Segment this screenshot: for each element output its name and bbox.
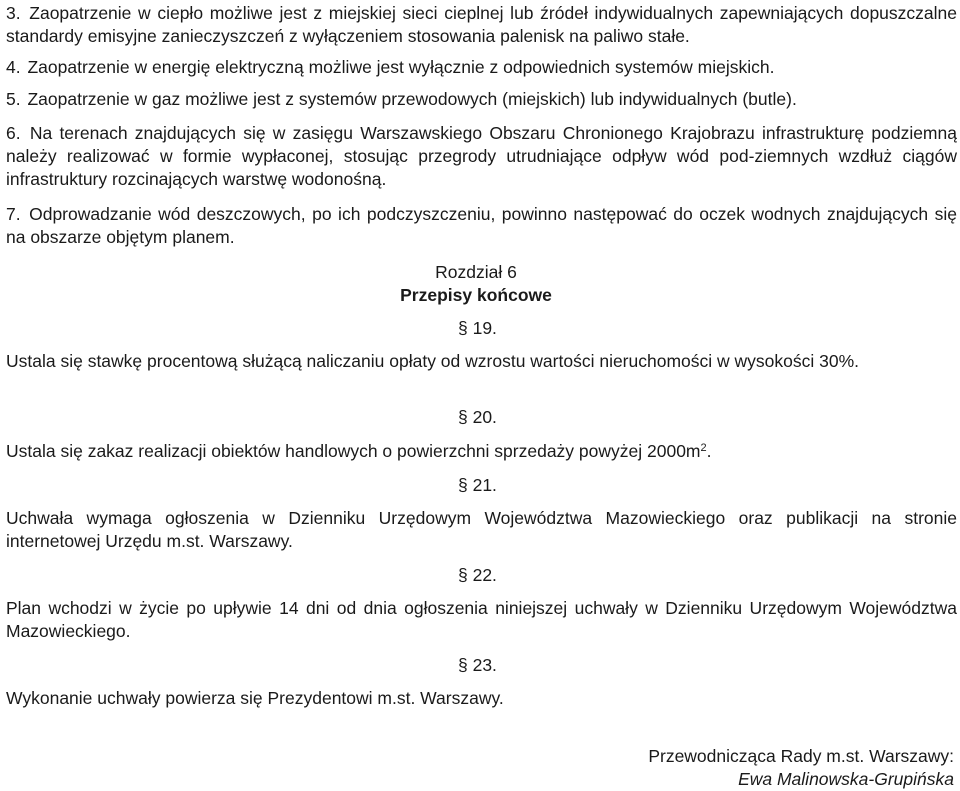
list-item-7	[6, 203, 957, 249]
item-number: 5.	[6, 89, 21, 109]
paragraph-19-text: Ustala się stawkę procentową służącą naliczaniu opłaty od wzrostu wartości nieruchomości w wysokości 30%.	[6, 351, 860, 371]
paragraph-20-tail: .	[706, 441, 712, 461]
list-item-3	[6, 2, 957, 48]
superscript: 2	[700, 442, 707, 454]
paragraph-mark-20: § 20.	[458, 407, 497, 427]
list-item-6	[6, 122, 957, 191]
item-number: 3.	[6, 3, 21, 23]
paragraph-21-text: Uchwała wymaga ogłoszenia w Dzienniku Urzędowym Województwa Mazowieckiego oraz publikacji na stronie internetowej Urzędu m.st. Warszawy.	[6, 508, 957, 551]
item-number: 6.	[6, 123, 21, 143]
item-text: Odprowadzanie wód deszczowych, po ich podczyszczeniu, powinno następować do oczek wodnych znajdujących się na obszarze objętym planem.	[6, 204, 957, 247]
paragraph-mark-21: § 21.	[458, 475, 497, 495]
paragraph-20-main: Ustala się zakaz realizacji obiektów handlowych o powierzchni sprzedaży powyżej 2000m	[6, 441, 701, 461]
paragraph-mark-22: § 22.	[458, 565, 497, 585]
list-item-5	[6, 88, 957, 111]
paragraph-mark-23: § 23.	[458, 655, 497, 675]
item-text: Na terenach znajdujących się w zasięgu Warszawskiego Obszaru Chronionego Krajobrazu infrastrukturę podziemną należy realizować w formie wypłaconej, stosując przegrody utrudniające odpływ wód pod-ziemnych wzdłuż ciągów infrastruktury rozcinających warstwę wodonośną.	[6, 123, 957, 189]
item-text: Zaopatrzenie w energię elektryczną możliwe jest wyłącznie z odpowiednich systemów miejskich.	[27, 57, 775, 77]
paragraph-mark-19: § 19.	[458, 318, 497, 338]
signature-role: Przewodnicząca Rady m.st. Warszawy:	[648, 746, 954, 766]
item-number: 4.	[6, 57, 21, 77]
paragraph-20-text	[6, 440, 957, 463]
item-number: 7.	[6, 204, 21, 224]
item-text: Zaopatrzenie w ciepło możliwe jest z miejskiej sieci cieplnej lub źródeł indywidualnych zapewniających dopuszczalne standardy emisyjne zanieczyszczeń z wyłączeniem stosowania palenisk na paliwo stałe.	[6, 3, 958, 46]
chapter-title: Przepisy końcowe	[400, 285, 552, 305]
paragraph-22-text: Plan wchodzi w życie po upływie 14 dni od dnia ogłoszenia niniejszej uchwały w Dzienniku Urzędowym Województwa Mazowieckiego.	[6, 598, 957, 641]
item-text: Zaopatrzenie w gaz możliwe jest z systemów przewodowych (miejskich) lub indywidualnych (butle).	[27, 89, 797, 109]
list-item-4	[6, 56, 957, 79]
signature-name: Ewa Malinowska-Grupińska	[738, 769, 954, 789]
chapter-number: Rozdział 6	[435, 262, 517, 282]
paragraph-23-text: Wykonanie uchwały powierza się Prezydentowi m.st. Warszawy.	[6, 688, 504, 708]
